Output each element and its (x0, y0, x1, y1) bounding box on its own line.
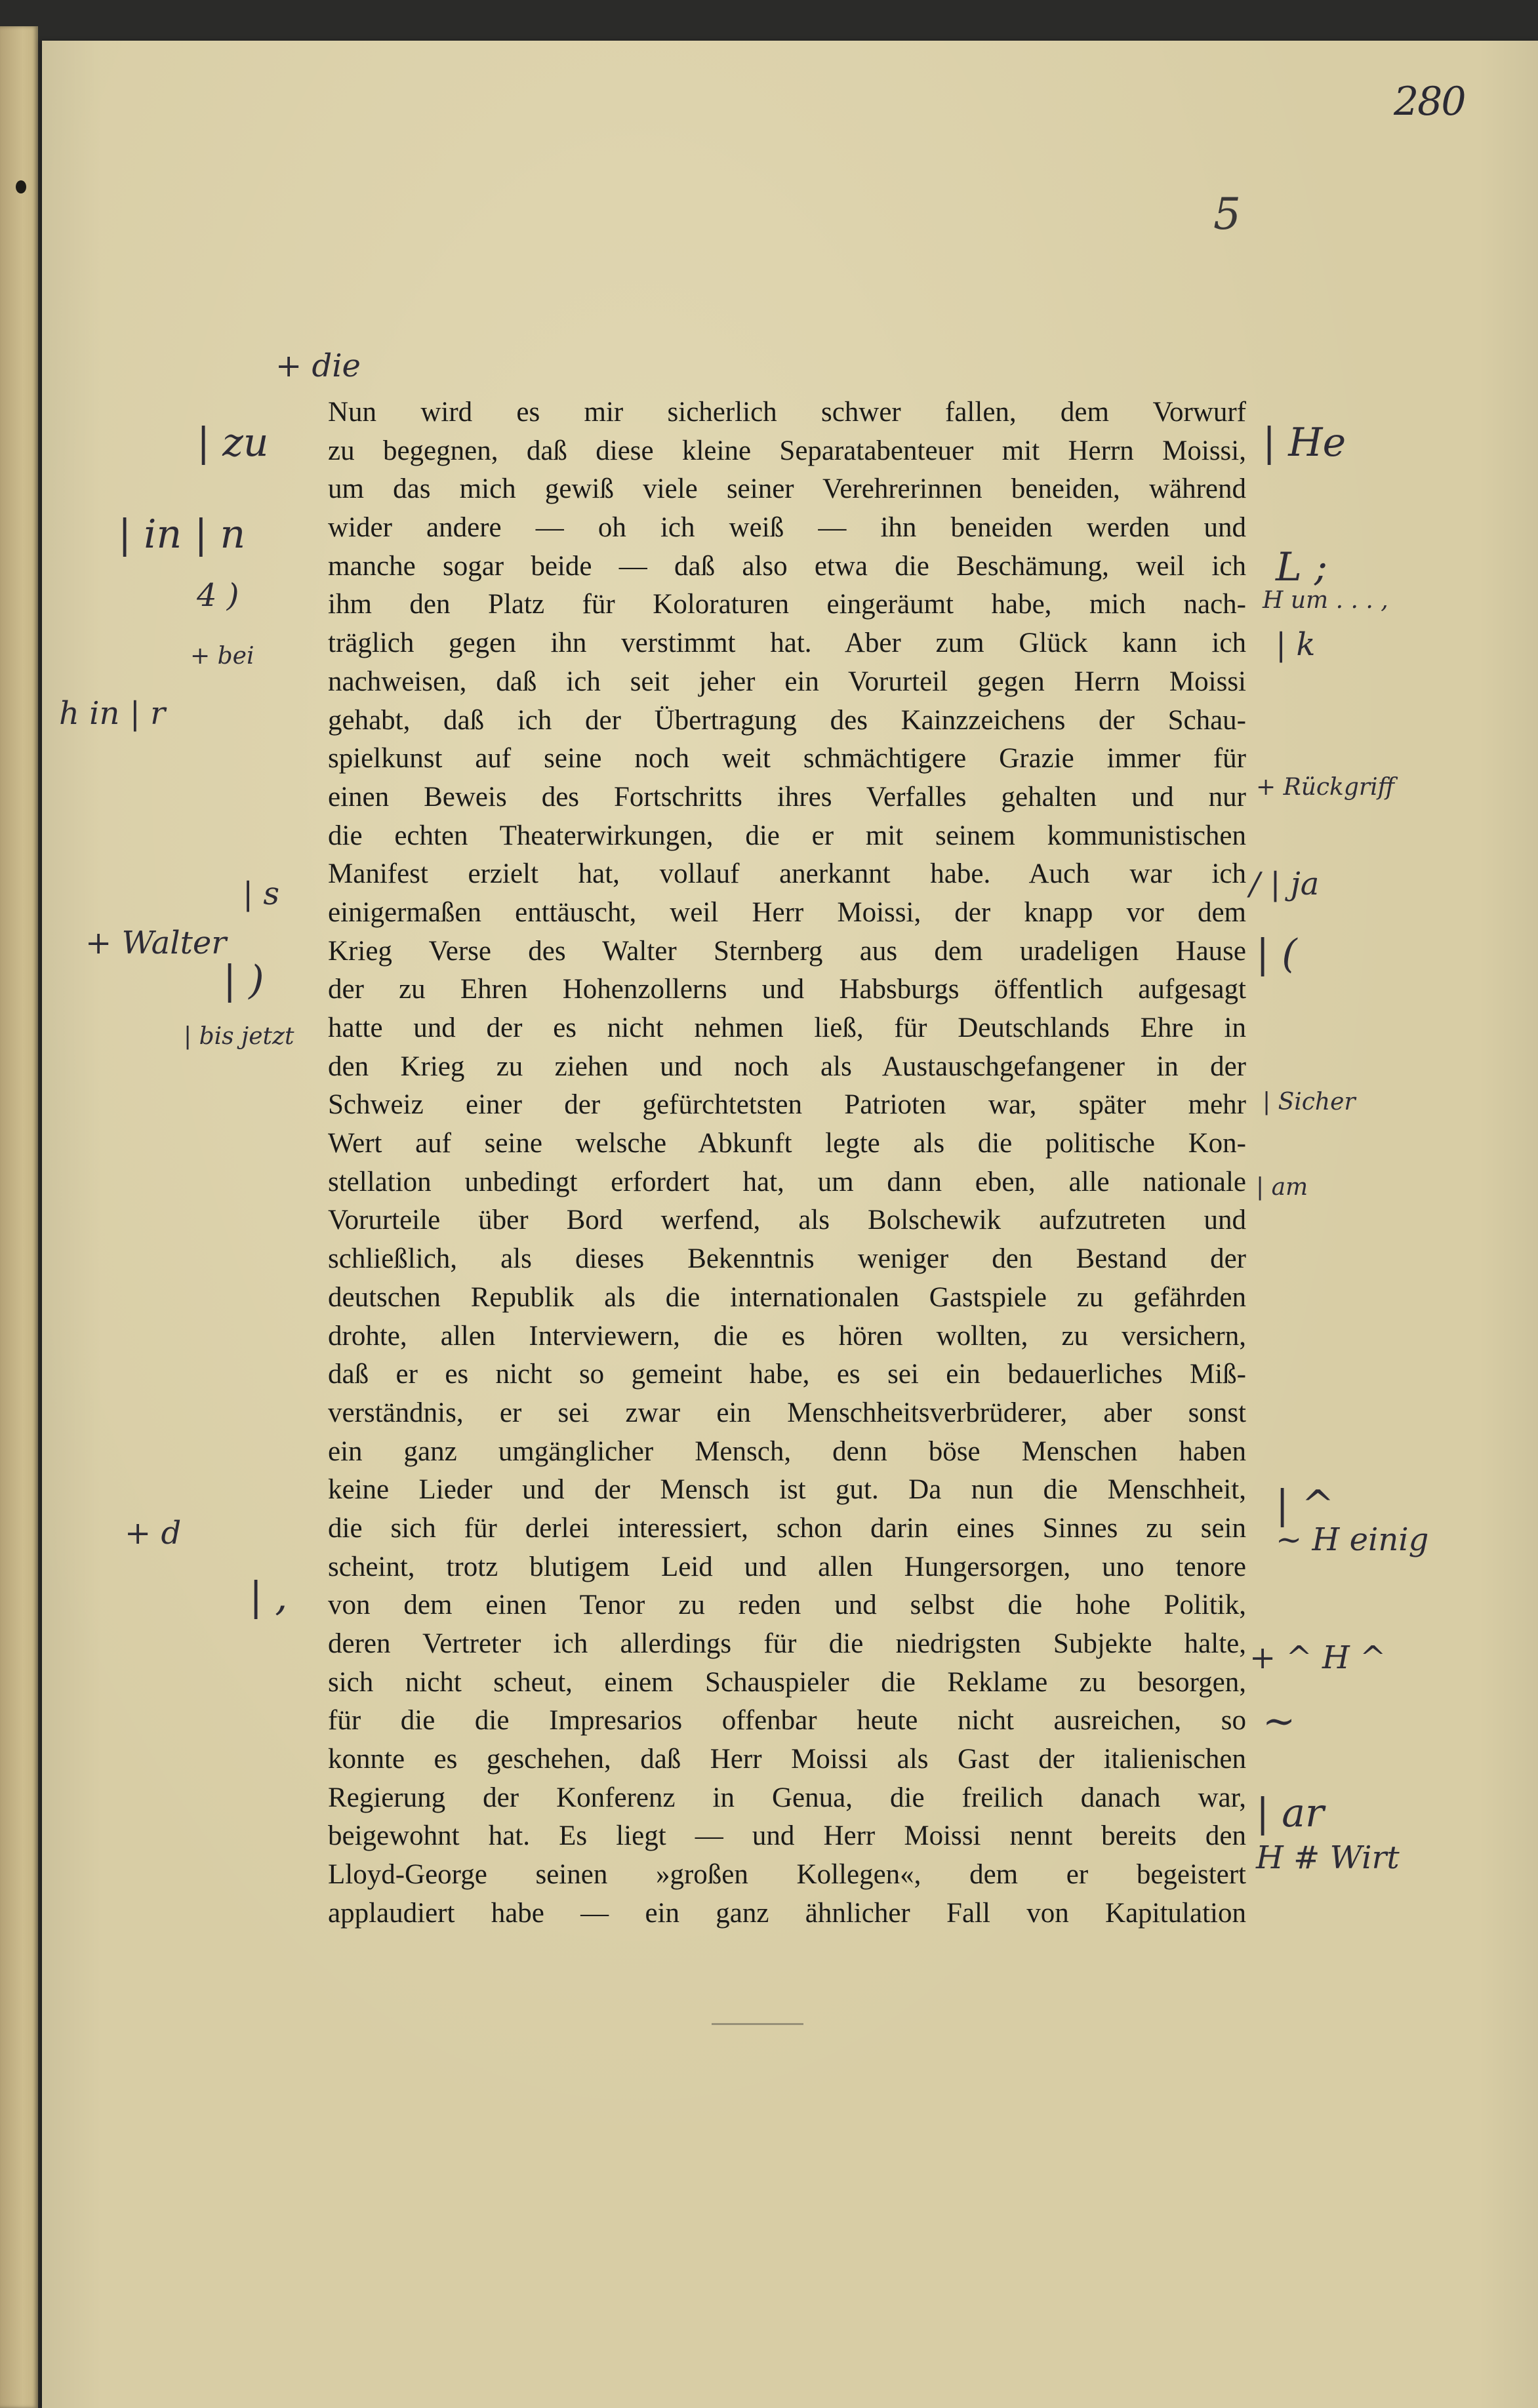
right-margin-note: ~ (1263, 1698, 1296, 1744)
left-margin-note: | s (243, 875, 280, 912)
text-line: die echten Theaterwirkungen, die er mit seinem kommunistischen (328, 820, 1246, 851)
text-line: sich nicht scheut, einem Schauspieler die Reklame zu besorgen, (328, 1666, 1246, 1698)
text-line: einen Beweis des Fortschritts ihres Verfalles gehalten und nur (328, 781, 1246, 813)
left-margin-note: | ) (223, 957, 264, 1003)
text-line: den Krieg zu ziehen und noch als Austauschgefangener in der (328, 1051, 1246, 1082)
text-line: applaudiert habe — ein ganz ähnlicher Fall von Kapitulation (328, 1897, 1246, 1929)
text-line: einigermaßen enttäuscht, weil Herr Moissi, der knapp vor dem (328, 896, 1246, 928)
text-line: Manifest erzielt hat, vollauf anerkannt habe. Auch war ich (328, 858, 1246, 890)
text-line: beigewohnt hat. Es liegt — und Herr Moissi nennt bereits den (328, 1820, 1246, 1852)
text-line: der zu Ehren Hohenzollerns und Habsburgs öffentlich aufgesagt (328, 974, 1246, 1005)
text-line: um das mich gewiß viele seiner Verehrerinnen beneiden, während (328, 473, 1246, 505)
text-line: wider andere — oh ich weiß — ihn beneiden werden und (328, 512, 1246, 544)
text-line: nachweisen, daß ich seit jeher ein Vorurteil gegen Herrn Moissi (328, 666, 1246, 697)
text-line: verständnis, er sei zwar ein Menschheitsverbrüderer, aber sonst (328, 1397, 1246, 1428)
right-margin-note: | am (1256, 1174, 1308, 1201)
right-margin-note: H um . . . , (1263, 587, 1388, 614)
text-line: Schweiz einer der gefürchtetsten Patrioten war, später mehr (328, 1089, 1246, 1121)
right-margin-note: | Sicher (1263, 1089, 1356, 1115)
text-line: Wert auf seine welsche Abkunft legte als die politische Kon- (328, 1128, 1246, 1159)
text-line: träglich gegen ihn verstimmt hat. Aber zum Glück kann ich (328, 628, 1246, 659)
section-number: 5 (1213, 189, 1241, 239)
left-margin-note: + d (125, 1515, 182, 1552)
body-text (328, 393, 1246, 1933)
folio-number: 280 (1394, 79, 1465, 125)
left-margin-note: | , (249, 1574, 288, 1620)
text-line: deren Vertreter ich allerdings für die niedrigsten Subjekte halte, (328, 1628, 1246, 1659)
right-margin-note: H # Wirt (1256, 1839, 1400, 1876)
text-line: konnte es geschehen, daß Herr Moissi als Gast der italienischen (328, 1744, 1246, 1775)
text-line: Regierung der Konferenz in Genua, die freilich danach war, (328, 1782, 1246, 1813)
right-margin-note: | He (1263, 420, 1346, 466)
right-margin-note: L ; (1276, 544, 1328, 590)
text-line: ein ganz umgänglicher Mensch, denn böse Menschen haben (328, 1435, 1246, 1467)
binding-hole (16, 180, 26, 193)
text-line: manche sogar beide — daß also etwa die Beschämung, weil ich (328, 550, 1246, 582)
text-line: für die die Impresarios offenbar heute nicht ausreichen, so (328, 1705, 1246, 1736)
text-line: hatte und der es nicht nehmen ließ, für Deutschlands Ehre in (328, 1013, 1246, 1043)
left-margin-note: | bis jetzt (184, 1023, 294, 1050)
left-margin-note: h in | r (59, 695, 166, 732)
text-line: zu begegnen, daß diese kleine Separatabenteuer mit Herrn Moissi, (328, 435, 1246, 466)
text-line: von dem einen Tenor zu reden und selbst die hohe Politik, (328, 1590, 1246, 1621)
text-line: Nun wird es mir sicherlich schwer fallen, dem Vorwurf (328, 397, 1246, 428)
left-margin-note: + bei (190, 643, 254, 670)
text-line: schließlich, als dieses Bekenntnis weniger den Bestand der (328, 1243, 1246, 1275)
text-line: keine Lieder und der Mensch ist gut. Da nun die Menschheit, (328, 1474, 1246, 1506)
right-margin-note: | k (1276, 626, 1316, 663)
text-line: stellation unbedingt erfordert hat, um dann eben, alle nationale (328, 1166, 1246, 1197)
right-margin-note: | ar (1256, 1790, 1324, 1836)
right-margin-note: + Rückgriff (1256, 774, 1395, 801)
left-margin-note: + Walter (85, 925, 227, 961)
right-margin-note: | ^ (1276, 1482, 1335, 1528)
text-line: drohte, allen Interviewern, die es hören wollten, zu versichern, (328, 1320, 1246, 1352)
text-line: die sich für derlei interessiert, schon darin eines Sinnes zu sein (328, 1512, 1246, 1544)
right-margin-note: / | ja (1249, 866, 1320, 902)
right-margin-note: + ^ H ^ (1249, 1639, 1386, 1676)
left-margin-note: | zu (197, 420, 269, 466)
right-margin-note: ~ H einig (1276, 1521, 1429, 1558)
text-line: spielkunst auf seine noch weit schmächtigere Grazie immer für (328, 743, 1246, 774)
closing-rule (712, 2023, 803, 2025)
text-line: Lloyd-George seinen »großen Kollegen«, dem er begeistert (328, 1859, 1246, 1891)
left-margin-note: | in | n (118, 512, 246, 557)
left-margin-note: + die (275, 348, 361, 384)
left-margin-note: 4 ) (197, 577, 239, 614)
text-line: deutschen Republik als die internationalen Gastspiele zu gefährden (328, 1281, 1246, 1313)
right-margin-note: | ( (1256, 931, 1297, 977)
text-line: Krieg Verse des Walter Sternberg aus dem uradeligen Hause (328, 935, 1246, 967)
text-line: gehabt, daß ich der Übertragung des Kainzzeichens der Schau- (328, 704, 1246, 736)
text-line: Vorurteile über Bord werfend, als Bolschewik aufzutreten und (328, 1205, 1246, 1236)
binding-strip (0, 26, 38, 2408)
text-line: scheint, trotz blutigem Leid und allen Hungersorgen, uno tenore (328, 1551, 1246, 1582)
text-line: ihm den Platz für Koloraturen eingeräumt habe, mich nach- (328, 589, 1246, 620)
text-line: daß er es nicht so gemeint habe, es sei ein bedauerliches Miß- (328, 1359, 1246, 1390)
